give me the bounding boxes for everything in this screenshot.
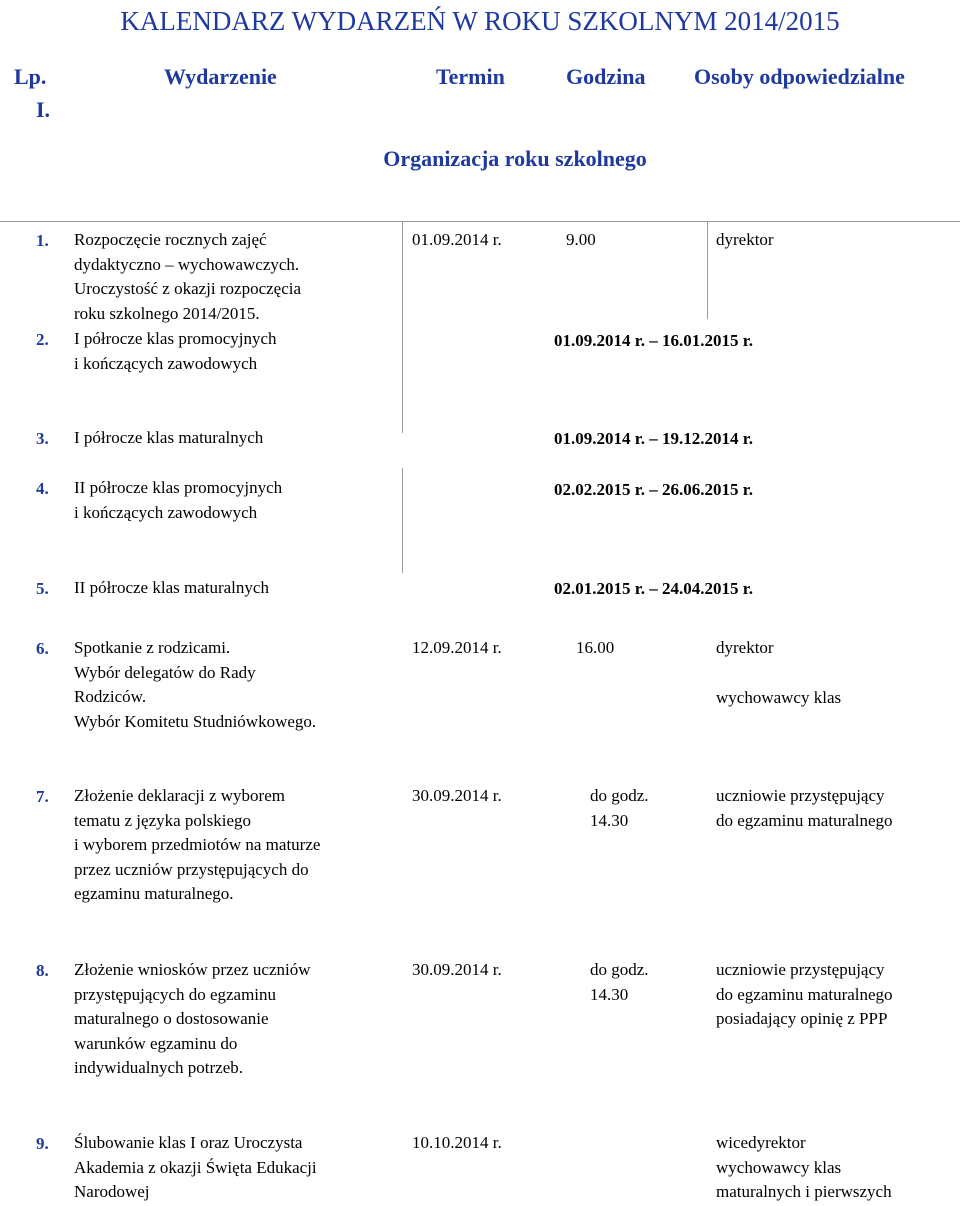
row-number: 6. (36, 639, 49, 658)
row-time: do godz. 14.30 (590, 786, 649, 830)
row-event: I półrocze klas maturalnych (74, 428, 264, 447)
row-event: Złożenie deklaracji z wyborem tematu z języka polskiego i wyborem przedmiotów na maturze przez uczniów przystępujących do egzaminu maturalnego. (74, 786, 321, 903)
row-event: Złożenie wniosków przez uczniów przystępujących do egzaminu maturalnego o dostosowanie warunków egzaminu do indywidualnych potrzeb. (74, 960, 311, 1077)
row-responsible: wychowawcy klas (716, 688, 842, 707)
row-responsible: dyrektor (716, 230, 774, 249)
row-number: 5. (36, 579, 49, 598)
row-date: 01.09.2014 r. (412, 230, 502, 249)
row-date: 30.09.2014 r. (412, 960, 502, 979)
header-lp: Lp. (14, 64, 47, 89)
section-title: Organizacja roku szkolnego (383, 146, 647, 171)
row-number: 9. (36, 1134, 49, 1153)
row-event: II półrocze klas maturalnych (74, 578, 269, 597)
section-number: I. (36, 97, 51, 122)
row-period: 01.09.2014 r. – 16.01.2015 r. (554, 331, 753, 350)
row-event: Rozpoczęcie rocznych zajęć dydaktyczno – wychowawczych. Uroczystość z okazji rozpoczęcia roku szkolnego 2014/2015. (74, 230, 302, 323)
row-time: 9.00 (566, 230, 596, 249)
row-event: Spotkanie z rodzicami. Wybór delegatów do Rady Rodziców. Wybór Komitetu Studniówkowego. (74, 638, 317, 731)
row-event: II półrocze klas promocyjnych i kończących zawodowych (74, 478, 283, 522)
row-responsible: uczniowie przystępujący do egzaminu maturalnego posiadający opinię z PPP (716, 960, 893, 1028)
row-number: 8. (36, 961, 49, 980)
column-divider (402, 221, 403, 433)
row-number: 1. (36, 231, 49, 250)
row-date: 10.10.2014 r. (412, 1133, 502, 1152)
header-event: Wydarzenie (164, 64, 277, 89)
row-event: Ślubowanie klas I oraz Uroczysta Akademia z okazji Święta Edukacji Narodowej (74, 1133, 317, 1201)
row-period: 02.01.2015 r. – 24.04.2015 r. (554, 579, 753, 598)
row-period: 02.02.2015 r. – 26.06.2015 r. (554, 480, 753, 499)
row-time: do godz. 14.30 (590, 960, 649, 1004)
row-event: I półrocze klas promocyjnych i kończących zawodowych (74, 329, 277, 373)
header-time: Godzina (566, 64, 646, 89)
row-time: 16.00 (576, 638, 615, 657)
row-number: 7. (36, 787, 49, 806)
row-period: 01.09.2014 r. – 19.12.2014 r. (554, 429, 753, 448)
row-responsible: dyrektor (716, 638, 774, 657)
row-number: 4. (36, 479, 49, 498)
column-divider (402, 468, 403, 573)
document-title: KALENDARZ WYDARZEŃ W ROKU SZKOLNYM 2014/2015 (120, 6, 840, 36)
table-border-top (0, 221, 960, 222)
row-responsible: wicedyrektor wychowawcy klas maturalnych i pierwszych (716, 1133, 892, 1201)
header-responsible: Osoby odpowiedzialne (694, 64, 905, 89)
header-date: Termin (436, 64, 505, 89)
row-date: 12.09.2014 r. (412, 638, 502, 657)
row-date: 30.09.2014 r. (412, 786, 502, 805)
row-number: 3. (36, 429, 49, 448)
column-divider (707, 221, 708, 319)
row-number: 2. (36, 330, 49, 349)
row-responsible: uczniowie przystępujący do egzaminu maturalnego (716, 786, 893, 830)
